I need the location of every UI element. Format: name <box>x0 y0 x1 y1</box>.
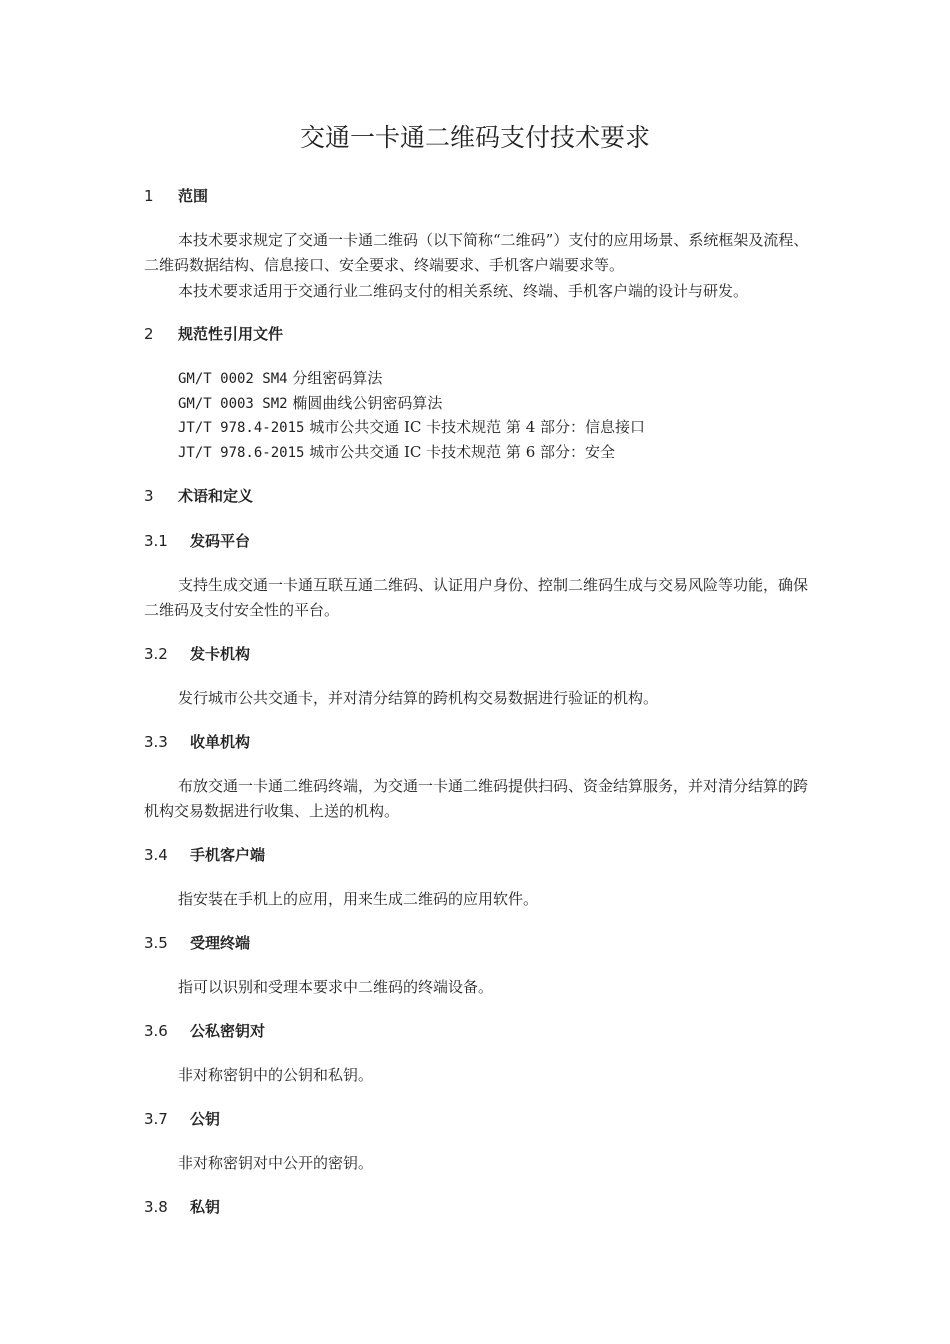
term-name: 发码平台 <box>190 532 251 550</box>
reference-item <box>178 441 615 464</box>
term-name: 收单机构 <box>190 733 251 751</box>
document-title: 交通一卡通二维码支付技术要求 <box>299 123 650 152</box>
term-name: 手机客户端 <box>190 846 266 864</box>
term-definition: 非对称密钥中的公钥和私钥。 <box>178 1066 374 1084</box>
section-1-heading <box>144 185 208 207</box>
reference-item <box>178 367 382 390</box>
reference-code: GM/T 0003 SM2 <box>178 396 288 412</box>
term-heading <box>144 530 250 552</box>
reference-code: JT/T 978.6-2015 <box>178 445 305 461</box>
term-name: 发卡机构 <box>190 645 251 663</box>
reference-title: 城市公共交通 IC 卡技术规范 第 6 部分：安全 <box>309 443 616 461</box>
term-number: 3.4 <box>144 846 168 864</box>
term-name: 受理终端 <box>190 934 251 952</box>
term-number: 3.3 <box>144 733 168 751</box>
term-name: 公钥 <box>190 1110 221 1128</box>
section-number: 3 <box>144 487 154 505</box>
term-number: 3.8 <box>144 1198 168 1216</box>
term-definition: 支持生成交通一卡通互联互通二维码、认证用户身份、控制二维码生成与交易风险等功能，确保二维码及支付安全性的平台。 <box>144 576 809 619</box>
section-title: 术语和定义 <box>178 487 254 505</box>
reference-item <box>178 392 442 415</box>
section-3-heading <box>144 485 253 507</box>
reference-title: 城市公共交通 IC 卡技术规范 第 4 部分：信息接口 <box>309 418 646 436</box>
term-heading <box>144 1196 220 1218</box>
term-heading <box>144 1108 220 1130</box>
term-definition: 指安装在手机上的应用，用来生成二维码的应用软件。 <box>178 890 539 908</box>
section-title: 规范性引用文件 <box>178 325 284 343</box>
term-heading <box>144 932 250 954</box>
term-number: 3.7 <box>144 1110 168 1128</box>
term-number: 3.6 <box>144 1022 168 1040</box>
reference-title: 分组密码算法 <box>292 369 383 387</box>
scope-paragraph-1: 本技术要求规定了交通一卡通二维码（以下简称“二维码”）支付的应用场景、系统框架及流程、二维码数据结构、信息接口、安全要求、终端要求、手机客户端要求等。 <box>144 231 809 274</box>
section-number: 2 <box>144 325 154 343</box>
section-2-heading <box>144 323 283 345</box>
term-name: 私钥 <box>190 1198 221 1216</box>
term-definition: 指可以识别和受理本要求中二维码的终端设备。 <box>178 978 494 996</box>
term-heading <box>144 731 250 753</box>
section-number: 1 <box>144 187 154 205</box>
reference-title: 椭圆曲线公钥密码算法 <box>292 394 443 412</box>
reference-code: GM/T 0002 SM4 <box>178 371 288 387</box>
term-number: 3.5 <box>144 934 168 952</box>
term-definition: 发行城市公共交通卡，并对清分结算的跨机构交易数据进行验证的机构。 <box>178 689 659 707</box>
term-name: 公私密钥对 <box>190 1022 266 1040</box>
term-number: 3.2 <box>144 645 168 663</box>
term-heading <box>144 643 250 665</box>
term-heading <box>144 1020 265 1042</box>
term-heading <box>144 844 265 866</box>
term-number: 3.1 <box>144 532 168 550</box>
section-title: 范围 <box>178 187 209 205</box>
term-definition: 布放交通一卡通二维码终端，为交通一卡通二维码提供扫码、资金结算服务，并对清分结算的跨机构交易数据进行收集、上送的机构。 <box>144 777 809 820</box>
reference-code: JT/T 978.4-2015 <box>178 420 305 436</box>
term-definition: 非对称密钥对中公开的密钥。 <box>178 1154 374 1172</box>
scope-paragraph-2: 本技术要求适用于交通行业二维码支付的相关系统、终端、手机客户端的设计与研发。 <box>178 282 749 300</box>
reference-item <box>178 416 645 439</box>
